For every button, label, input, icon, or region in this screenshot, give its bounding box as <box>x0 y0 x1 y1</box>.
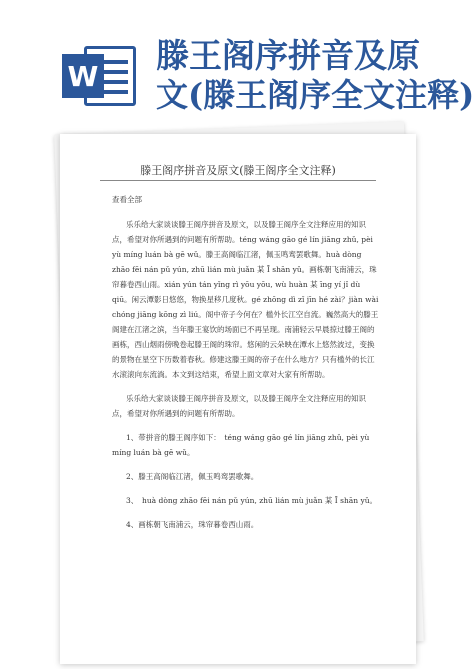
document-page <box>60 134 416 664</box>
word-badge-icon: W <box>62 54 104 98</box>
list-item: 3、 huà dòng zhāo fēi nán pǔ yún, zhū lián mù juǎn 某 Ī shān yǔ。 <box>126 496 378 505</box>
list-item: 2、滕王高阁临江渚，佩玉鸣鸾罢歌舞。 <box>126 472 259 481</box>
intro-paragraph: 乐乐给大家谈谈滕王阁序拼音及原文，以及滕王阁序全文注释应用的知识点，希望对你所遇到的问题有所帮助。téng wáng gāo gé lín jiāng zhǔ, pèi yù míng luán bà gē wǔ。滕王高阁临江渚，佩玉鸣鸾罢歌舞。huà dòng zhāo fēi nán pǔ yún, zhū lián mù juǎn 某 Ī shān yǔ。画栋朝飞南浦云，珠帘暮卷西山雨。xián yún tán yǐng rì yōu yōu, wù huàn 某 īng yí jǐ dù qiū。闲云潭影日悠悠，物换星移几度秋。gé zhōng dì zǐ jīn hé zài？jiàn wài chóng jiāng kōng zì liú。阁中帝子今何在？槛外长江空自流。巍然高大的滕王阁建在江渚之滨，当年滕王宴饮的场面已不再呈现。南浦轻云早晨掠过滕王阁的画栋，西山烟雨傍晚卷起滕王阁的珠帘。悠闲的云朵映在潭水上悠然波过，变换的景物在星空下历数着春秋。修建这滕王阁的帝子在什么地方？只有槛外的长江水滚滚向东流淌。本文到这结束，希望上面文章对大家有所帮助。 <box>112 220 379 379</box>
intro-paragraph-2: 乐乐给大家谈谈滕王阁序拼音及原文，以及滕王阁序全文注释应用的知识点，希望对你所遇到的问题有所帮助。 <box>112 394 366 418</box>
word-document-icon <box>62 42 140 106</box>
header-banner <box>0 0 474 120</box>
title-divider <box>100 180 376 181</box>
document-title: 滕王阁序拼音及原文(滕王阁序全文注释) <box>140 164 336 177</box>
list-item: 4、画栋朝飞南浦云，珠帘暮卷西山雨。 <box>126 520 259 529</box>
document-body <box>112 192 380 541</box>
list-item: 1、带拼音的滕王阁序如下： téng wáng gāo gé lín jiāng zhǔ, pèi yù míng luán bà gē wǔ。 <box>112 433 370 457</box>
page-title-line-2: 文(滕王阁序全文注释) <box>156 76 474 114</box>
page-title-line-1: 滕王阁序拼音及原 <box>156 36 420 75</box>
view-all-link[interactable]: 查看全部 <box>112 195 142 204</box>
